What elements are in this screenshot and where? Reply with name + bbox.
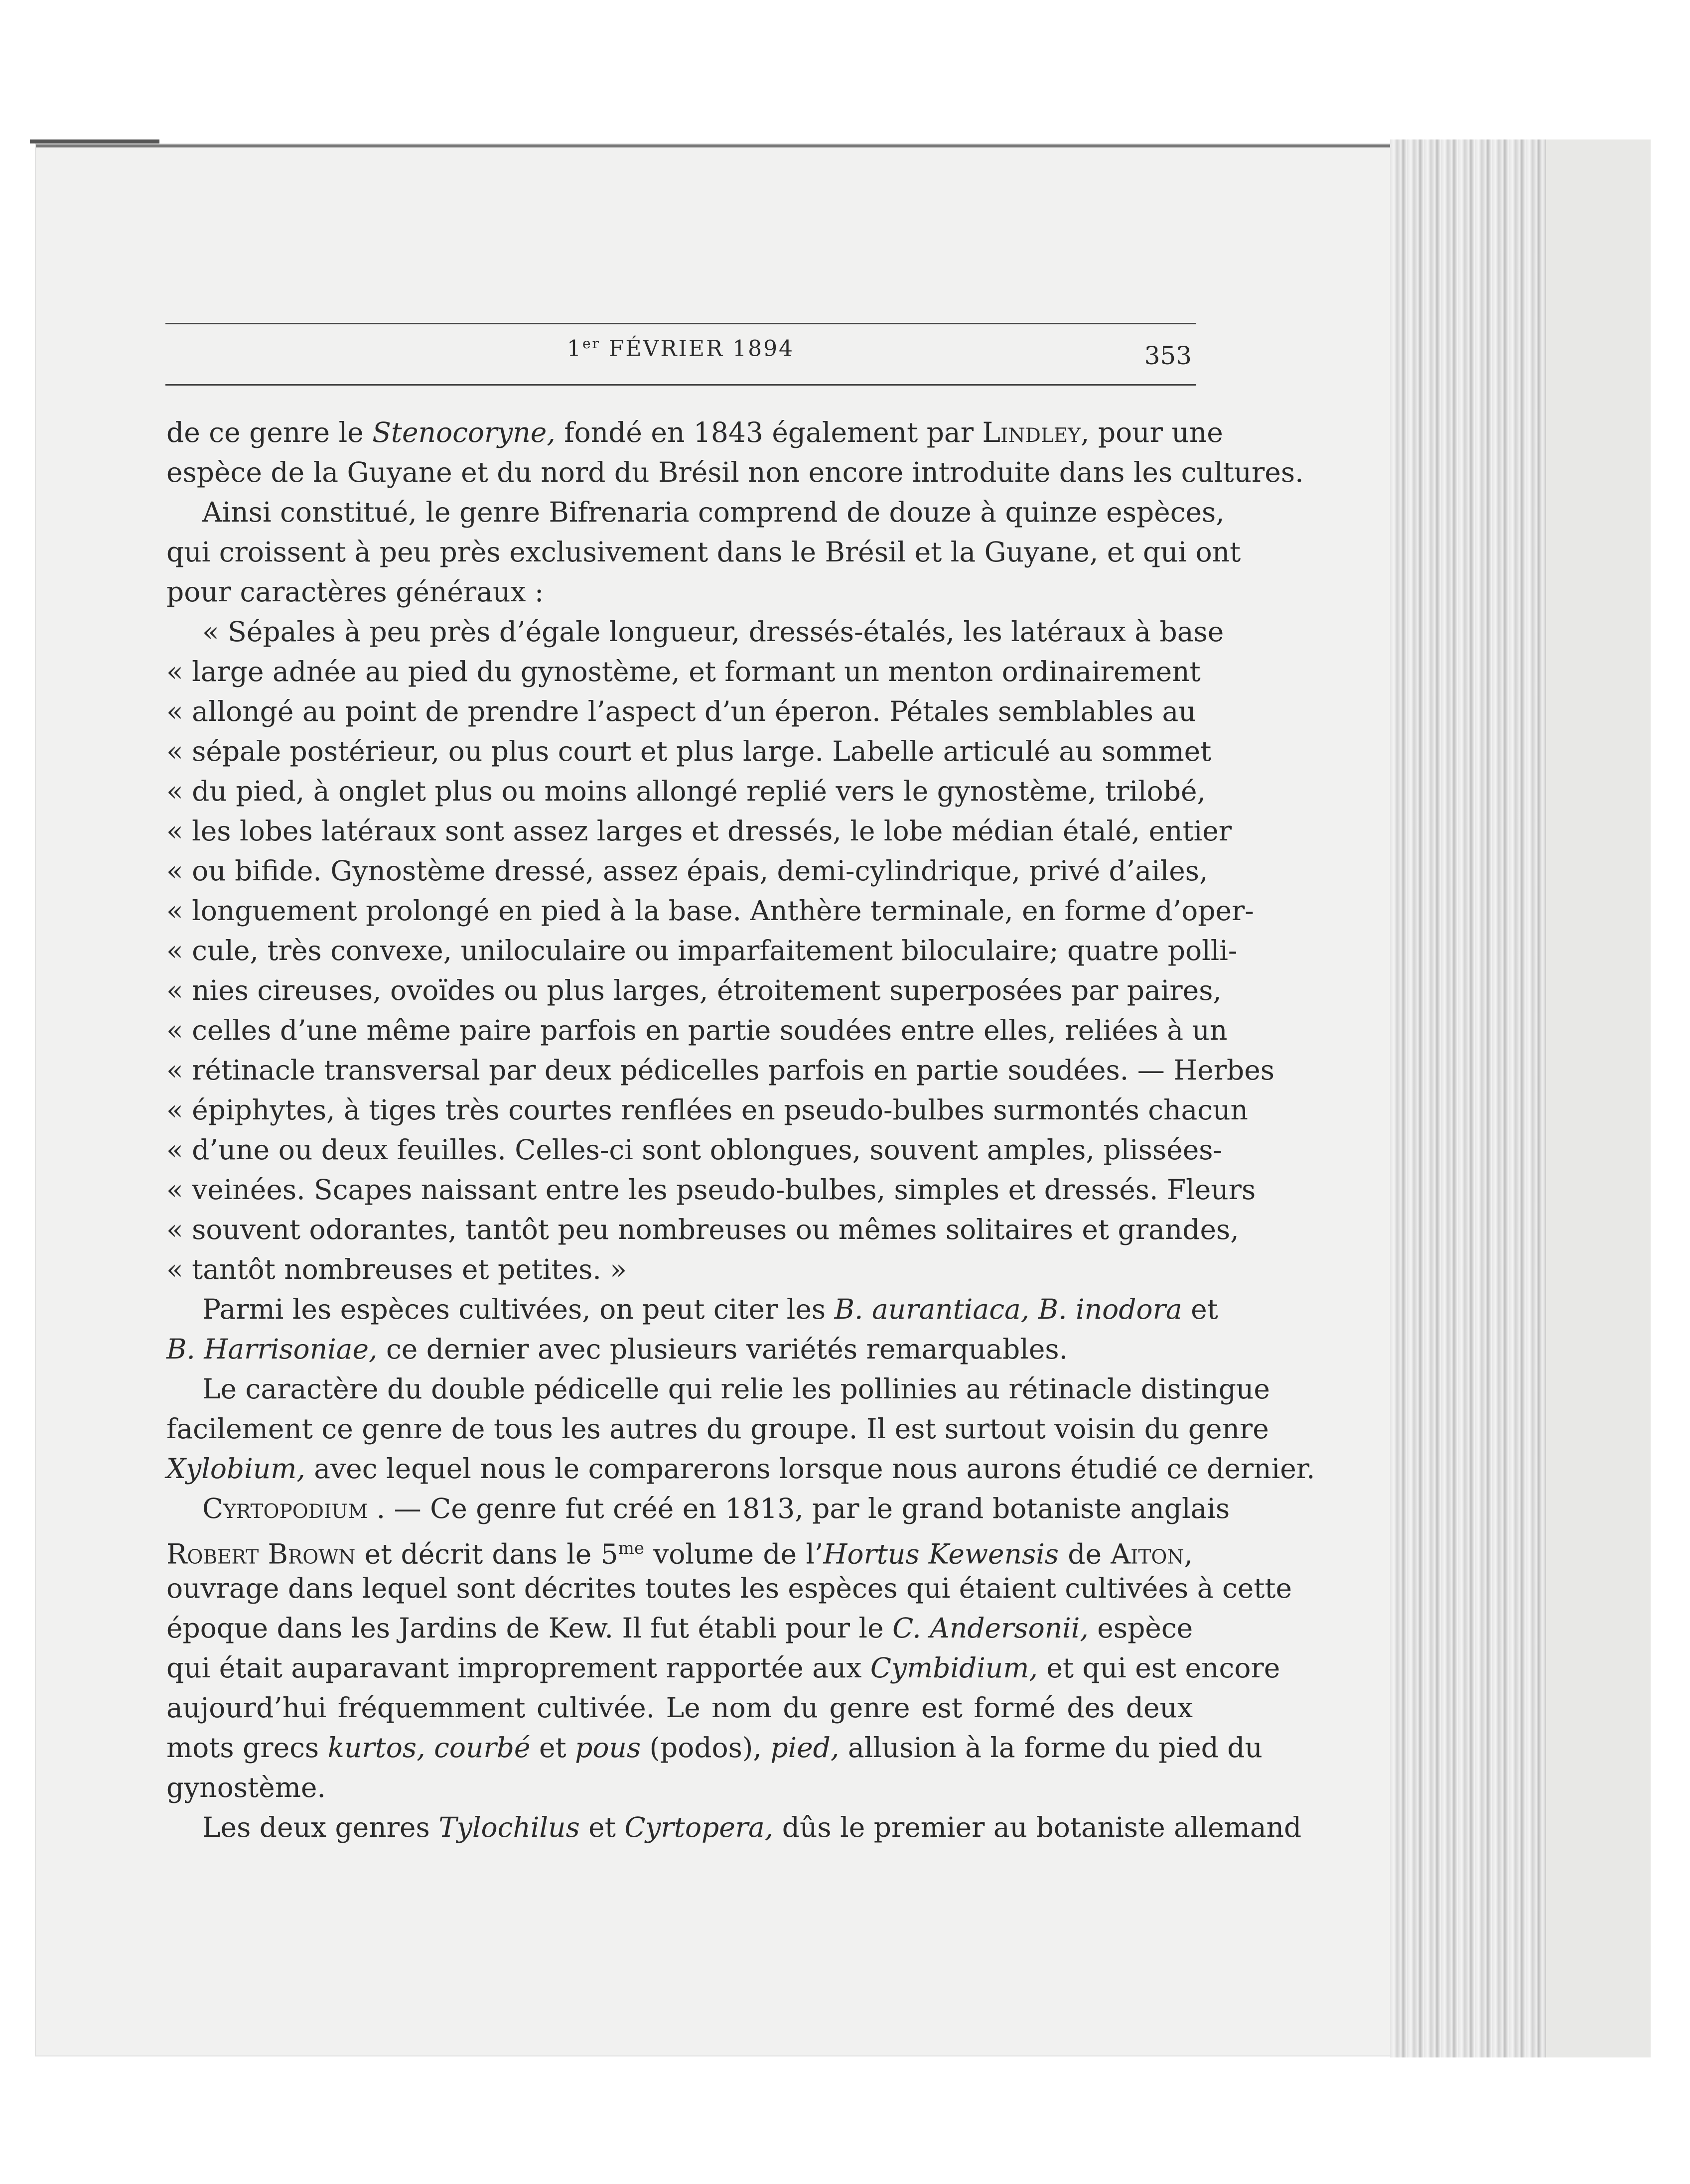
book-page-edges	[1390, 139, 1545, 2057]
text-line	[166, 731, 1212, 771]
text-segment: pied,	[770, 1732, 840, 1764]
text-segment: de ce genre le	[166, 416, 373, 448]
text-line	[166, 891, 1254, 931]
text-line	[166, 532, 1241, 572]
text-segment: « ou bifide. Gynostème dressé, assez épais, demi-cylindrique, privé d’ailes,	[166, 855, 1208, 887]
text-segment: ,	[1184, 1538, 1193, 1570]
text-segment: et	[530, 1732, 575, 1764]
text-segment: aujourd’hui fréquemment cultivée. Le nom du genre est formé des deux	[166, 1692, 1193, 1724]
text-segment: me	[618, 1538, 644, 1558]
running-header	[165, 323, 1196, 386]
running-head-date	[165, 335, 1196, 362]
text-line	[166, 970, 1222, 1010]
text-line	[166, 1010, 1228, 1050]
text-line	[166, 492, 1225, 532]
text-segment: espèce	[1088, 1612, 1193, 1644]
text-segment: kurtos, courbé	[327, 1732, 531, 1764]
text-line	[166, 1329, 1193, 1369]
text-line	[166, 1090, 1248, 1130]
text-segment: Tylochilus	[438, 1811, 580, 1843]
text-segment: qui était auparavant improprement rapportée aux	[166, 1652, 870, 1684]
text-segment: « celles d’une même paire parfois en partie soudées entre elles, reliées à un	[166, 1014, 1228, 1046]
text-line	[166, 1768, 1193, 1807]
text-segment: espèce de la Guyane et du nord du Brésil non encore introduite dans les cultures.	[166, 456, 1304, 488]
text-line	[166, 1210, 1239, 1249]
text-segment: Parmi les espèces cultivées, on peut citer les	[202, 1293, 835, 1325]
date-text: FÉVRIER 1894	[608, 336, 795, 362]
text-segment: , pour une	[1080, 416, 1223, 448]
text-line	[166, 652, 1201, 691]
text-segment: Hortus Kewensis	[823, 1538, 1059, 1570]
text-line	[166, 931, 1238, 970]
text-segment: et décrit dans le 5	[355, 1538, 618, 1570]
text-segment: Robert Brown	[166, 1538, 356, 1570]
text-line	[166, 572, 1193, 612]
text-segment: Aiton	[1111, 1538, 1184, 1570]
text-line	[166, 1648, 1280, 1688]
text-segment: allusion à la forme du pied du	[839, 1732, 1263, 1764]
text-segment: « nies cireuses, ovoïdes ou plus larges, étroitement superposées par paires,	[166, 974, 1222, 1006]
text-line	[166, 412, 1223, 452]
text-line	[166, 1449, 1315, 1489]
text-segment: « veinées. Scapes naissant entre les pseudo-bulbes, simples et dressés. Fleurs	[166, 1174, 1256, 1206]
text-segment: « souvent odorantes, tantôt peu nombreuses ou mêmes solitaires et grandes,	[166, 1214, 1239, 1245]
text-segment: B. Harrisoniae,	[166, 1333, 378, 1365]
text-segment: « tantôt nombreuses et petites. »	[166, 1253, 627, 1285]
text-line	[166, 1688, 1193, 1728]
text-segment: « Sépales à peu près d’égale longueur, dressés-étalés, les latéraux à base	[202, 616, 1224, 648]
text-line	[166, 1489, 1230, 1528]
text-segment: « allongé au point de prendre l’aspect d’un éperon. Pétales semblables au	[166, 695, 1196, 727]
text-segment: qui croissent à peu près exclusivement dans le Brésil et la Guyane, et qui ont	[166, 536, 1241, 568]
text-segment: époque dans les Jardins de Kew. Il fut établi pour le	[166, 1612, 893, 1644]
text-line	[166, 1050, 1274, 1090]
text-line	[166, 1728, 1263, 1768]
text-segment: « cule, très convexe, uniloculaire ou imparfaitement biloculaire; quatre polli-	[166, 935, 1238, 966]
text-segment: volume de l’	[644, 1538, 824, 1570]
text-line	[166, 1528, 1193, 1568]
text-line	[166, 1130, 1223, 1170]
text-segment: avec lequel nous le comparerons lorsque nous aurons étudié ce dernier.	[305, 1453, 1315, 1485]
text-segment: Ainsi constitué, le genre Bifrenaria comprend de douze à quinze espèces,	[202, 496, 1225, 528]
text-line	[166, 1807, 1302, 1847]
page-number: 353	[1144, 341, 1192, 370]
text-line	[166, 1170, 1256, 1210]
text-segment: gynostème.	[166, 1772, 326, 1803]
text-segment: Cymbidium,	[870, 1652, 1038, 1684]
text-segment: dûs le premier au botaniste allemand	[773, 1811, 1302, 1843]
text-line	[166, 1568, 1292, 1608]
text-segment: Le caractère du double pédicelle qui relie les pollinies au rétinacle distingue	[202, 1373, 1270, 1405]
text-line	[166, 691, 1196, 731]
date-ordinal-suffix: er	[582, 335, 600, 352]
text-segment: « les lobes latéraux sont assez larges et dressés, le lobe médian étalé, entier	[166, 815, 1232, 847]
text-segment: « épiphytes, à tiges très courtes renflées en pseudo-bulbes surmontés chacun	[166, 1094, 1248, 1126]
text-segment: et qui est encore	[1037, 1652, 1280, 1684]
text-segment: « rétinacle transversal par deux pédicelles parfois en partie soudées. — Herbes	[166, 1054, 1274, 1086]
text-segment: et	[1182, 1293, 1218, 1325]
text-line	[166, 1369, 1270, 1409]
text-segment: Cyrtopera,	[624, 1811, 774, 1843]
text-line	[166, 1249, 1193, 1289]
text-segment: Les deux genres	[202, 1811, 439, 1843]
text-segment: . — Ce genre fut créé en 1813, par le grand botaniste anglais	[368, 1493, 1230, 1524]
text-segment: « d’une ou deux feuilles. Celles-ci sont oblongues, souvent amples, plissées-	[166, 1134, 1223, 1166]
text-segment: facilement ce genre de tous les autres du groupe. Il est surtout voisin du genre	[166, 1413, 1269, 1445]
text-segment: « du pied, à onglet plus ou moins allongé replié vers le gynostème, trilobé,	[166, 775, 1206, 807]
text-line	[166, 1409, 1269, 1449]
text-segment: fondé en 1843 également par	[555, 416, 983, 448]
text-segment: (podos),	[641, 1732, 771, 1764]
date-ordinal: 1	[566, 336, 582, 362]
text-segment: C. Andersonii,	[892, 1612, 1089, 1644]
text-segment: et	[579, 1811, 625, 1843]
text-line	[166, 771, 1206, 811]
text-segment: pous	[575, 1732, 641, 1764]
text-line	[166, 452, 1304, 492]
text-segment: B. aurantiaca, B. inodora	[834, 1293, 1182, 1325]
text-line	[166, 1289, 1218, 1329]
text-segment: pour caractères généraux :	[166, 576, 544, 608]
text-segment: mots grecs	[166, 1732, 328, 1764]
text-segment: Stenocoryne,	[372, 416, 556, 448]
text-line	[166, 1608, 1193, 1648]
text-segment: Lindley	[982, 416, 1081, 448]
body-text	[166, 412, 1315, 1847]
text-line	[166, 851, 1208, 891]
text-line	[166, 612, 1224, 652]
text-segment: « longuement prolongé en pied à la base. Anthère terminale, en forme d’oper-	[166, 895, 1254, 927]
text-segment: de	[1059, 1538, 1111, 1570]
text-segment: Cyrtopodium	[202, 1493, 368, 1524]
text-segment: Xylobium,	[166, 1453, 305, 1485]
book-cover-board	[1545, 139, 1651, 2057]
text-segment: « large adnée au pied du gynostème, et formant un menton ordinairement	[166, 656, 1201, 687]
text-line	[166, 811, 1232, 851]
text-segment: ouvrage dans lequel sont décrites toutes les espèces qui étaient cultivées à cette	[166, 1572, 1292, 1604]
scan-edge-line	[30, 139, 159, 143]
text-segment: « sépale postérieur, ou plus court et plus large. Labelle articulé au sommet	[166, 735, 1212, 767]
text-segment: ce dernier avec plusieurs variétés remarquables.	[377, 1333, 1068, 1365]
